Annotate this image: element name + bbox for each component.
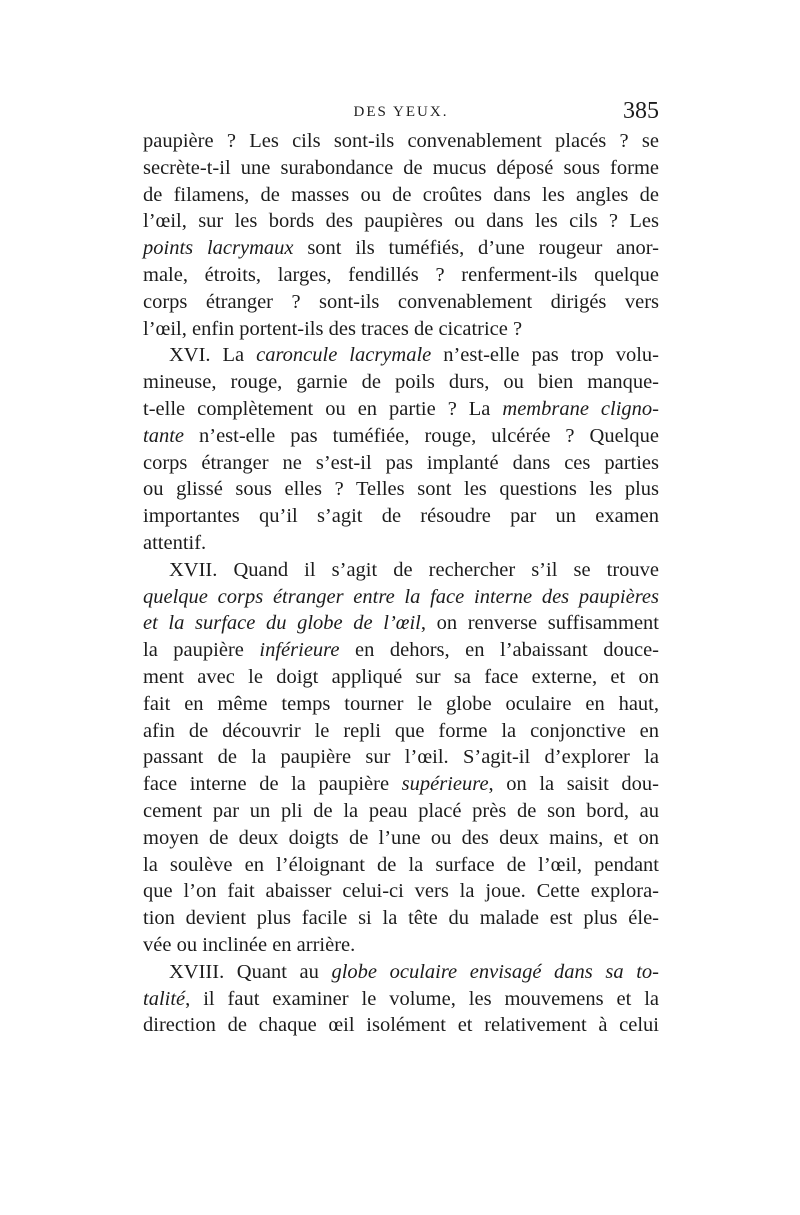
text-line: afin de découvrir le repli que forme la conjonctive en bbox=[143, 719, 659, 742]
text-line: XVIII. Quant au globe oculaire envisagé dans sa to- bbox=[169, 960, 659, 983]
text-line: corps étranger ne s’est-il pas implanté dans ces parties bbox=[143, 451, 659, 474]
text-line: points lacrymaux sont ils tuméfiés, d’une rougeur anor- bbox=[143, 237, 659, 260]
text-line: t-elle complètement ou en partie ? La membrane cligno- bbox=[143, 397, 659, 420]
text-line: la soulève en l’éloignant de la surface de l’œil, pendant bbox=[143, 853, 659, 876]
text-line: male, étroits, larges, fendillés ? renferment-ils quelque bbox=[143, 263, 659, 286]
body-text bbox=[143, 128, 659, 1039]
text-line: secrète-t-il une surabondance de mucus déposé sous forme bbox=[143, 156, 659, 179]
text-line: et la surface du globe de l’œil, on renverse suffisamment bbox=[143, 612, 659, 635]
text-line: passant de la paupière sur l’œil. S’agit-il d’explorer la bbox=[143, 746, 659, 769]
text-line: quelque corps étranger entre la face interne des paupières bbox=[143, 585, 659, 608]
text-line: direction de chaque œil isolément et relativement à celui bbox=[143, 1014, 659, 1037]
text-line: XVI. La caroncule lacrymale n’est-elle pas trop volu- bbox=[169, 344, 659, 367]
text-line: que l’on fait abaisser celui-ci vers la joue. Cette explora- bbox=[143, 880, 659, 903]
text-line: l’œil, enfin portent-ils des traces de cicatrice ? bbox=[143, 317, 523, 340]
page-number: 385 bbox=[623, 98, 659, 124]
text-line: tion devient plus facile si la tête du malade est plus éle- bbox=[143, 907, 659, 930]
text-line: XVII. Quand il s’agit de rechercher s’il se trouve bbox=[169, 558, 659, 581]
text-line: la paupière inférieure en dehors, en l’abaissant douce- bbox=[143, 639, 659, 662]
text-line: face interne de la paupière supérieure, on la saisit dou- bbox=[143, 773, 659, 796]
text-line: mineuse, rouge, garnie de poils durs, ou bien manque- bbox=[143, 371, 659, 394]
text-line: paupière ? Les cils sont-ils convenablement placés ? se bbox=[143, 130, 659, 152]
page-header bbox=[143, 98, 659, 128]
text-line: vée ou inclinée en arrière. bbox=[143, 933, 356, 956]
text-line: moyen de deux doigts de l’une ou des deux mains, et on bbox=[143, 826, 659, 849]
text-line: importantes qu’il s’agit de résoudre par un examen bbox=[143, 505, 659, 528]
text-line: attentif. bbox=[143, 531, 207, 554]
text-line: corps étranger ? sont-ils convenablement dirigés vers bbox=[143, 290, 659, 313]
text-line: tante n’est-elle pas tuméfiée, rouge, ulcérée ? Quelque bbox=[143, 424, 659, 447]
text-line: fait en même temps tourner le globe oculaire en haut, bbox=[143, 692, 659, 715]
text-line: ou glissé sous elles ? Telles sont les questions les plus bbox=[143, 478, 659, 501]
text-line: cement par un pli de la peau placé près de son bord, au bbox=[143, 799, 659, 822]
text-line: l’œil, sur les bords des paupières ou dans les cils ? Les bbox=[143, 210, 659, 233]
text-line: de filamens, de masses ou de croûtes dans les angles de bbox=[143, 183, 659, 206]
text-line: talité, il faut examiner le volume, les mouvemens et la bbox=[143, 987, 659, 1010]
running-head: DES YEUX. bbox=[353, 104, 449, 120]
text-line: ment avec le doigt appliqué sur sa face externe, et on bbox=[143, 665, 659, 688]
